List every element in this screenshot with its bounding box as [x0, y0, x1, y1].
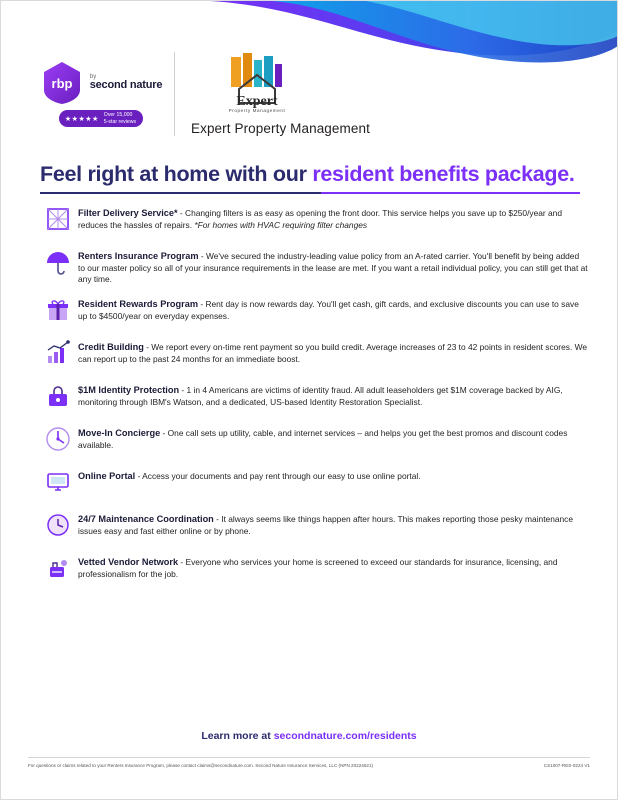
reviews-badge: [59, 110, 143, 127]
learn-more-link[interactable]: secondnature.com/residents: [273, 730, 417, 742]
footer-divider: [28, 757, 590, 758]
reviews-line-2: 5-star reviews: [103, 118, 137, 125]
list-item: [40, 247, 588, 286]
rbp-logo: [40, 61, 163, 105]
list-item-text: [76, 381, 588, 408]
list-item-text: [76, 510, 588, 537]
monitor-icon: [40, 467, 76, 501]
list-item-text: [76, 338, 588, 365]
benefit-body: - Changing filters is as easy as opening the front door. This service helps you save up to $250/year and reduces the hassles of repairs.: [78, 208, 562, 230]
benefit-body: - Access your documents and pay rent through our easy to use online portal.: [135, 470, 421, 481]
handshake-tools-icon: [40, 553, 76, 587]
list-item: [40, 381, 588, 415]
header-divider: [174, 52, 175, 136]
list-item-text: [76, 295, 588, 322]
chart-up-icon: [40, 338, 76, 372]
headline-underline: [40, 192, 580, 194]
benefit-body: - It always seems like things happen after hours. This makes reporting those pesky maintenance issues easy and fast either online or by phone.: [78, 513, 574, 536]
list-item-text: [76, 204, 588, 231]
list-item: [40, 510, 588, 544]
list-item: [40, 295, 588, 329]
client-logo: [209, 53, 305, 115]
list-item-text: [76, 553, 588, 580]
list-item: [40, 424, 588, 458]
benefit-body: - One call sets up utility, cable, and internet services – and helps you get the best promos and discount codes available.: [78, 427, 568, 450]
concierge-bell-icon: [40, 424, 76, 458]
client-name: Expert Property Management: [191, 120, 370, 136]
benefit-body: - We report every on-time rent payment so you build credit. Average increases of 23 to 42 points in resident scores. We can report up to the past 24 months for an immediate boost.: [78, 341, 588, 364]
expert-property-logo-icon: [209, 53, 305, 115]
benefit-title: Resident Rewards Program: [78, 298, 198, 309]
headline-lead: Feel right at home with our: [40, 162, 313, 186]
rbp-logo-icon: [40, 61, 84, 105]
document-header: [36, 46, 582, 142]
list-item: [40, 338, 588, 372]
list-item: [40, 553, 588, 587]
reviews-count: [104, 112, 136, 125]
rbp-by-label: by: [89, 74, 97, 81]
rbp-wordmark: [90, 74, 163, 92]
lock-shield-icon: [40, 381, 76, 415]
benefit-body: - We've secured the industry-leading value policy from an A-rated carrier. You'll benefit by being added to our master policy so all of your insurance requirements in the lease are met. If you want a retail individual policy, you can still get that at any time.: [78, 251, 588, 285]
list-item: [40, 467, 588, 501]
benefits-list: [40, 204, 588, 596]
benefit-title: Renters Insurance Program: [78, 251, 199, 261]
benefit-note: *For homes with HVAC requiring filter changes: [194, 219, 368, 230]
learn-more-line: [0, 730, 618, 742]
benefit-title: 24/7 Maintenance Coordination: [78, 513, 214, 524]
benefit-title: Credit Building: [78, 341, 144, 352]
page-title: [40, 162, 580, 187]
benefit-title: Vetted Vendor Network: [78, 556, 179, 567]
benefit-body: - Everyone who services your home is screened to exceed our standards for insurance, licensing, and professionalism for the job.: [78, 556, 558, 579]
benefit-title: Filter Delivery Service*: [78, 208, 178, 218]
svg-text:rbp: rbp: [51, 76, 73, 91]
fineprint-text: For questions or claims related to your Renters Insurance Program, please contact claims@secondnature.com. Second Nature Insurance Services, LLC (NPN 20224621): [28, 763, 374, 768]
rbp-brand-block: [36, 61, 166, 127]
second-nature-wordmark: second nature: [89, 79, 163, 92]
benefit-title: Online Portal: [78, 470, 136, 481]
umbrella-icon: [40, 247, 76, 281]
list-item-text: [76, 424, 588, 451]
headline-accent: resident benefits package.: [312, 162, 575, 186]
reviews-line-1: Over 15,000: [103, 112, 133, 118]
list-item-text: [76, 247, 588, 286]
client-brand-block: [191, 53, 370, 136]
benefit-body: - 1 in 4 Americans are victims of identity fraud. All adult leaseholders get $1M coverage backed by AIG, monitoring through IBM's Watson, and a dedicated, US-based Identity Restoration Specialist.: [78, 384, 563, 407]
list-item: [40, 204, 588, 238]
benefit-title: $1M Identity Protection: [78, 384, 180, 395]
learn-more-label: Learn more at: [201, 730, 274, 742]
benefit-title: Move-In Concierge: [78, 427, 161, 438]
stars-icon: ★★★★★: [64, 115, 99, 123]
gift-icon: [40, 295, 76, 329]
svg-text:Expert: Expert: [236, 93, 278, 109]
svg-text:Property Management: Property Management: [228, 107, 286, 113]
filter-icon: [40, 204, 76, 238]
clock-icon: [40, 510, 76, 544]
benefit-body: - Rent day is now rewards day. You'll get cash, gift cards, and exclusive discounts you can use to save up to $4500/year on everyday expenses.: [78, 298, 579, 321]
document-id: CS1007-RES-0224 V1: [543, 763, 590, 768]
list-item-text: [76, 467, 421, 483]
